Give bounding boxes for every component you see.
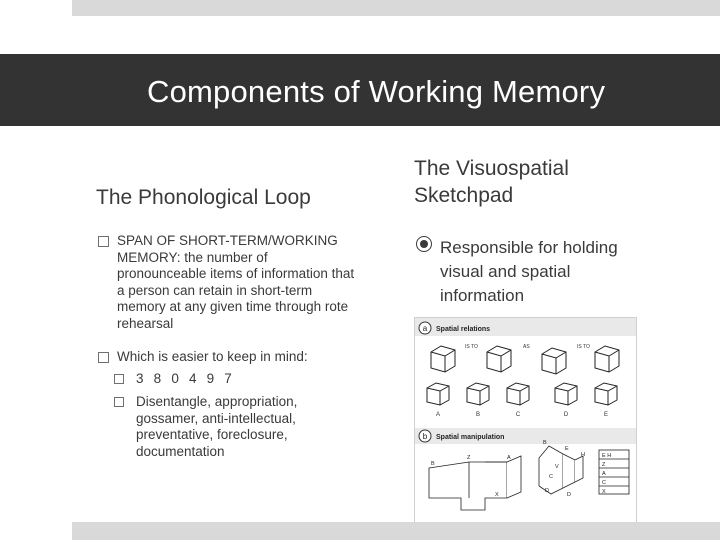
left-column-heading: The Phonological Loop bbox=[96, 186, 311, 209]
net-label: H bbox=[581, 452, 585, 458]
option-label-b: B bbox=[475, 412, 481, 418]
spatial-tasks-figure bbox=[414, 317, 637, 523]
net-label: B bbox=[543, 440, 547, 446]
table-label: E H bbox=[602, 453, 612, 459]
caption-is-to-right: IS TO bbox=[577, 344, 590, 350]
target-circle-icon bbox=[416, 236, 432, 252]
caption-as: AS bbox=[523, 344, 530, 350]
cube-shape bbox=[487, 346, 511, 372]
folded-object-shape bbox=[539, 446, 583, 494]
table-label: X bbox=[602, 489, 606, 495]
caption-is-to-left: IS TO bbox=[465, 344, 478, 350]
net-label: C bbox=[549, 474, 553, 480]
bullet-which-easier: Which is easier to keep in mind: bbox=[117, 349, 308, 364]
panel-b-title: Spatial manipulation bbox=[436, 434, 505, 441]
right-column-heading: The Visuospatial Sketchpad bbox=[414, 157, 569, 207]
sub-bullet-words: Disentangle, appropriation, gossamer, anti-intellectual, preventative, foreclosure, documentation bbox=[136, 394, 298, 459]
bullet-visuospatial-responsibility: Responsible for holding visual and spatial information bbox=[440, 238, 618, 305]
square-bullet-icon bbox=[98, 236, 109, 247]
panel-a-marker: a bbox=[422, 324, 428, 333]
option-label-a: A bbox=[435, 412, 441, 418]
net-label: X bbox=[495, 492, 499, 498]
panel-a-title: Spatial relations bbox=[436, 326, 491, 333]
option-label-e: E bbox=[603, 412, 609, 418]
table-label: Z bbox=[602, 462, 606, 468]
cube-shape bbox=[542, 348, 566, 374]
cube-shape bbox=[431, 346, 455, 372]
panel-b-marker: b bbox=[422, 432, 428, 441]
bullet-span-definition: SPAN OF SHORT-TERM/WORKING MEMORY: the number of pronounceable items of information that a person can retain in short-term memory at any given time through rote rehearsal bbox=[117, 233, 355, 331]
cube-shape bbox=[595, 346, 619, 372]
net-label: A bbox=[507, 455, 511, 461]
square-bullet-icon bbox=[98, 352, 109, 363]
table-label: A bbox=[602, 471, 606, 477]
top-accent-strip bbox=[72, 0, 720, 16]
net-label: V bbox=[555, 464, 559, 470]
relation-shapes-row bbox=[431, 346, 619, 374]
net-label: D bbox=[567, 492, 571, 498]
sub-bullet-digits: 3 8 0 4 9 7 bbox=[136, 371, 236, 386]
spatial-tasks-illustration bbox=[415, 318, 636, 522]
square-sub-bullet-icon bbox=[114, 397, 124, 407]
option-shapes-row bbox=[427, 383, 617, 405]
unfolded-net-shape bbox=[429, 456, 521, 510]
option-label-d: D bbox=[563, 412, 569, 418]
net-label: E bbox=[565, 446, 569, 452]
slide-title: Components of Working Memory bbox=[147, 74, 606, 109]
bottom-accent-strip bbox=[72, 522, 720, 540]
net-label: B bbox=[431, 461, 435, 467]
square-sub-bullet-icon bbox=[114, 374, 124, 384]
option-label-c: C bbox=[515, 412, 521, 418]
table-label: C bbox=[602, 480, 606, 486]
net-label: Z bbox=[467, 455, 471, 461]
net-label: D bbox=[545, 488, 549, 494]
